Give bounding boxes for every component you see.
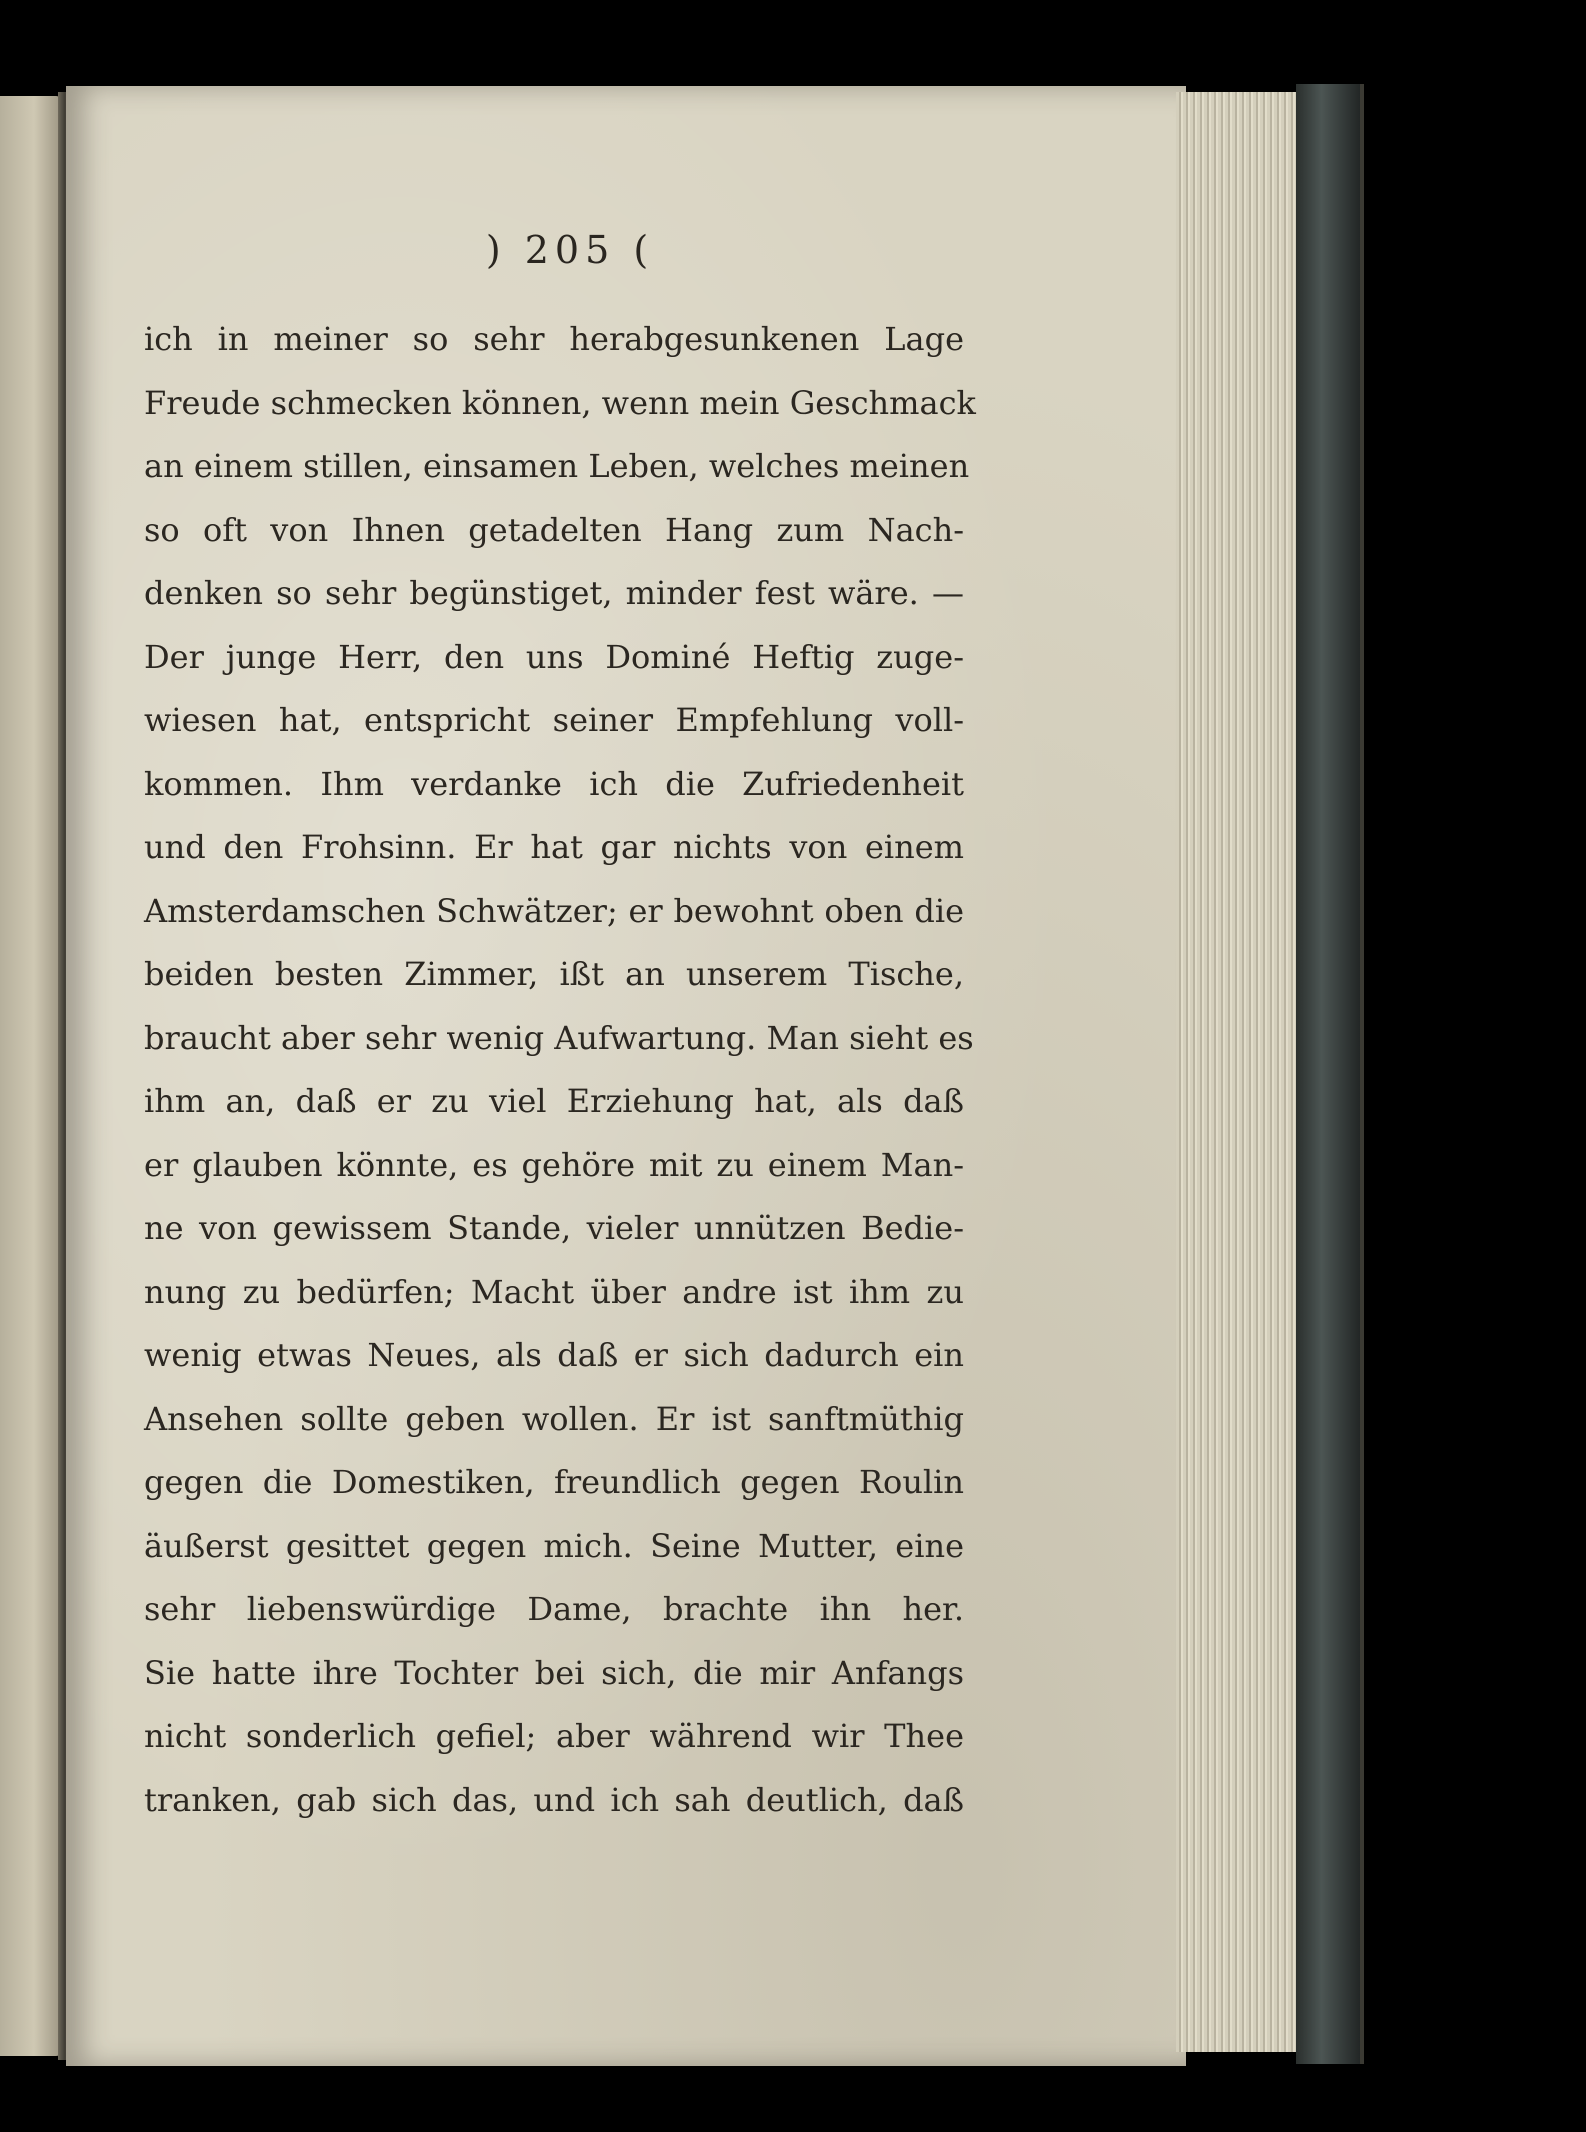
text-line: nicht sonderlich gefiel; aber während wir Thee	[144, 1717, 964, 1755]
text-line: Ansehen sollte geben wollen. Er ist sanftmüthig	[144, 1399, 964, 1438]
text-line: nung zu bedürfen; Macht über andre ist ihm zu	[144, 1272, 964, 1311]
text-line: Amsterdamschen Schwätzer; er bewohnt oben die	[144, 891, 964, 930]
text-line: ihm an, daß er zu viel Erziehung hat, als daß	[144, 1082, 964, 1120]
text-line: an einem stillen, einsamen Leben, welches meinen	[144, 447, 970, 485]
left-page-edge	[0, 96, 62, 2056]
text-line: tranken, gab sich das, und ich sah deutlich, daß	[144, 1780, 964, 1819]
text-line: äußerst gesittet gegen mich. Seine Mutter, eine	[144, 1526, 964, 1565]
text-line: wenig etwas Neues, als daß er sich dadurch ein	[144, 1336, 964, 1374]
text-line: beiden besten Zimmer, ißt an unserem Tische,	[144, 955, 964, 993]
text-line: Der junge Herr, den uns Dominé Heftig zuge-	[144, 637, 964, 676]
text-line: denken so sehr begünstiget, minder fest wäre. —	[144, 574, 964, 612]
text-line: wiesen hat, entspricht seiner Empfehlung voll-	[144, 701, 964, 739]
text-line: und den Frohsinn. Er hat gar nichts von einem	[144, 828, 964, 866]
text-line: er glauben könnte, es gehöre mit zu einem Man-	[144, 1145, 964, 1184]
text-line: ich in meiner so sehr herabgesunkenen Lage	[144, 320, 964, 358]
text-line: kommen. Ihm verdanke ich die Zufriedenheit	[144, 764, 964, 803]
book-cover-edge	[1296, 84, 1364, 2064]
body-text	[144, 308, 976, 1832]
text-line: braucht aber sehr wenig Aufwartung. Man sieht es	[144, 1018, 974, 1057]
page-header: ) 205 (	[485, 228, 655, 272]
text-line: ne von gewissem Stande, vieler unnützen Bedie-	[144, 1209, 964, 1247]
text-line: so oft von Ihnen getadelten Hang zum Nach-	[144, 510, 964, 549]
text-line: Freude schmecken können, wenn mein Geschmack	[144, 383, 976, 422]
text-line: sehr liebenswürdige Dame, brachte ihn her.	[144, 1590, 964, 1628]
page-stack-edges	[1176, 92, 1300, 2052]
text-line: gegen die Domestiken, freundlich gegen Roulin	[144, 1463, 964, 1501]
text-line: Sie hatte ihre Tochter bei sich, die mir Anfangs	[144, 1653, 964, 1692]
